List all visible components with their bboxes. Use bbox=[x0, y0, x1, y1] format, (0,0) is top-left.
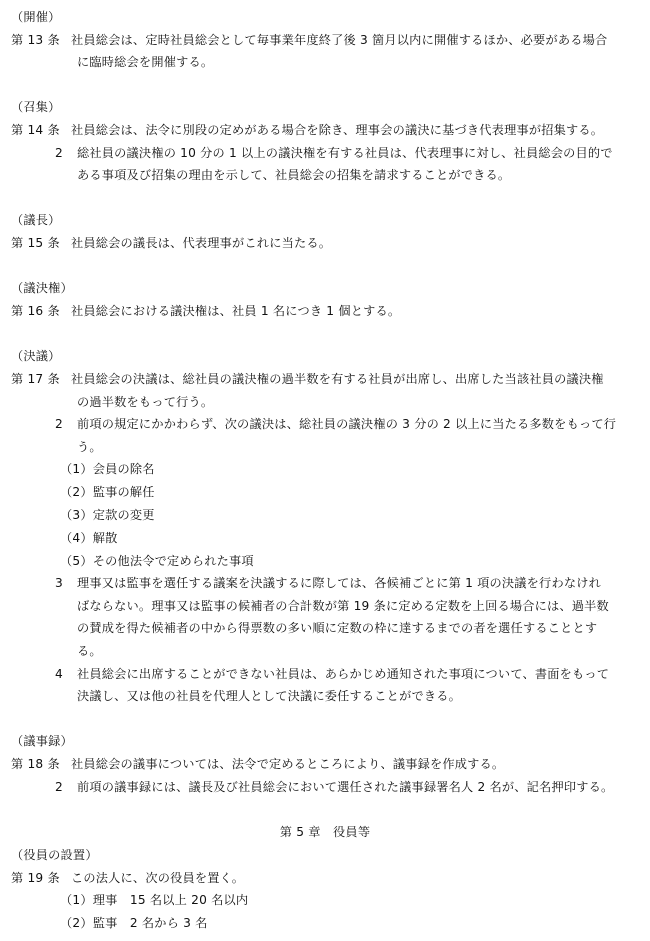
paragraph-text: 前項の議事録には、議長及び社員総会において選任された議事録署名人 2 名が、記名押印する。 bbox=[77, 780, 614, 794]
list-item: （2）監事 2 名から 3 名 bbox=[60, 916, 208, 930]
paragraph-text: 理事又は監事を選任する議案を決議するに際しては、各候補ごとに第 1 項の決議を行わなけれ bbox=[77, 576, 601, 590]
chapter-title: 第 5 章 役員等 bbox=[279, 825, 371, 839]
article-number: 第 15 条 bbox=[11, 236, 60, 250]
paragraph-text: 総社員の議決権の 10 分の 1 以上の議決権を有する社員は、代表理事に対し、社員総会の目的で bbox=[77, 146, 613, 160]
list-item: （4）解散 bbox=[60, 531, 118, 545]
article-text: 社員総会は、法令に別段の定めがある場合を除き、理事会の議決に基づき代表理事が招集する。 bbox=[71, 123, 604, 137]
article-number: 第 17 条 bbox=[11, 372, 60, 386]
article-text: この法人に、次の役員を置く。 bbox=[71, 871, 245, 885]
list-item: （2）監事の解任 bbox=[60, 485, 155, 499]
article-number: 第 18 条 bbox=[11, 757, 60, 771]
article-text: 社員総会の議長は、代表理事がこれに当たる。 bbox=[71, 236, 332, 250]
article-text: 社員総会における議決権は、社員 1 名につき 1 個とする。 bbox=[71, 304, 401, 318]
article-number: 第 14 条 bbox=[11, 123, 60, 137]
section-heading: （議長） bbox=[11, 213, 61, 227]
article-number: 第 19 条 bbox=[11, 871, 60, 885]
section-heading: （召集） bbox=[11, 100, 61, 114]
article-number: 第 16 条 bbox=[11, 304, 60, 318]
paragraph-text: 決議し、又は他の社員を代理人として決議に委任することができる。 bbox=[77, 689, 462, 703]
paragraph-number: 3 bbox=[55, 576, 63, 590]
paragraph-number: 2 bbox=[55, 780, 63, 794]
section-heading: （役員の設置） bbox=[11, 848, 98, 862]
paragraph-text: る。 bbox=[77, 644, 102, 658]
paragraph-text: ある事項及び招集の理由を示して、社員総会の招集を請求することができる。 bbox=[77, 168, 511, 182]
list-item: （1）理事 15 名以上 20 名以内 bbox=[60, 893, 249, 907]
paragraph-number: 2 bbox=[55, 146, 63, 160]
section-heading: （開催） bbox=[11, 10, 61, 24]
article-text: に臨時総会を開催する。 bbox=[77, 55, 214, 69]
section-heading: （議決権） bbox=[11, 281, 73, 295]
article-number: 第 13 条 bbox=[11, 33, 60, 47]
paragraph-number: 4 bbox=[55, 667, 63, 681]
paragraph-number: 2 bbox=[55, 417, 63, 431]
article-text: の過半数をもって行う。 bbox=[77, 395, 214, 409]
paragraph-text: 前項の規定にかかわらず、次の議決は、総社員の議決権の 3 分の 2 以上に当たる多数をもって行 bbox=[77, 417, 617, 431]
article-text: 社員総会の議事については、法令で定めるところにより、議事録を作成する。 bbox=[71, 757, 505, 771]
section-heading: （決議） bbox=[11, 349, 61, 363]
article-text: 社員総会の決議は、総社員の議決権の過半数を有する社員が出席し、出席した当該社員の議決権 bbox=[71, 372, 604, 386]
paragraph-text: う。 bbox=[77, 440, 102, 454]
paragraph-text: の賛成を得た候補者の中から得票数の多い順に定数の枠に達するまでの者を選任することとす bbox=[77, 621, 598, 635]
list-item: （5）その他法令で定められた事項 bbox=[60, 554, 254, 568]
paragraph-text: 社員総会に出席することができない社員は、あらかじめ通知された事項について、書面をもって bbox=[77, 667, 610, 681]
section-heading: （議事録） bbox=[11, 734, 73, 748]
list-item: （3）定款の変更 bbox=[60, 508, 155, 522]
paragraph-text: ばならない。理事又は監事の候補者の合計数が第 19 条に定める定数を上回る場合には、過半数 bbox=[77, 599, 609, 613]
article-text: 社員総会は、定時社員総会として毎事業年度終了後 3 箇月以内に開催するほか、必要がある場合 bbox=[71, 33, 608, 47]
list-item: （1）会員の除名 bbox=[60, 462, 155, 476]
